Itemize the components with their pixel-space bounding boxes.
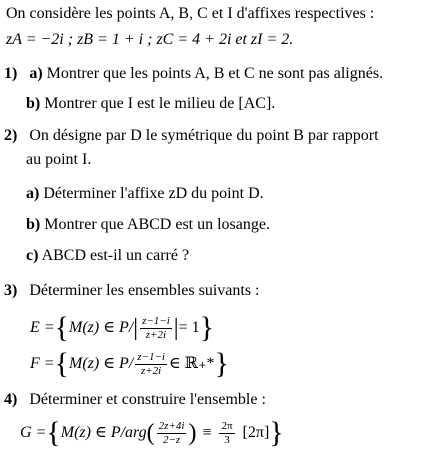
set-e-lhs: E = xyxy=(30,319,55,336)
set-f-lhs: F = xyxy=(30,355,55,372)
set-g-lhs: G = xyxy=(20,424,47,441)
q3-number: 3) xyxy=(4,282,18,299)
q1a-label: a) xyxy=(29,65,43,82)
q2-text-2: au point I. xyxy=(26,151,92,168)
set-g-brace-open: { xyxy=(46,416,61,449)
intro-affixes: zA = −2i ; zB = 1 + i ; zC = 4 + 2i et zI = 2. xyxy=(6,31,294,48)
set-g-fraction xyxy=(157,421,187,446)
set-e-brace-close: } xyxy=(199,311,215,344)
set-g-den: 2−z xyxy=(162,433,181,446)
set-f-rhs: ∈ ℝ₊* xyxy=(168,355,215,372)
intro-text: On considère les points A, B, C et I d'affixes respectives : xyxy=(6,5,375,22)
set-f-den: z+2i xyxy=(140,364,162,377)
set-g-paren-close: ) xyxy=(188,420,197,446)
q3-text: Déterminer les ensembles suivants : xyxy=(29,282,260,299)
q2-line-b xyxy=(26,217,270,233)
set-e-den: z+2i xyxy=(145,328,167,341)
set-f-start: M(z) ∈ P/ xyxy=(68,355,134,372)
q3-line xyxy=(4,283,260,299)
q1b-label: b) xyxy=(26,95,41,112)
q2-line-1 xyxy=(4,128,379,144)
set-f-fraction xyxy=(135,352,167,377)
set-g-paren-open: ( xyxy=(146,420,155,446)
q1a-text: Montrer que les points A, B et C ne sont pas alignés. xyxy=(46,65,384,82)
set-g-equiv: ≡ xyxy=(202,424,212,441)
q2b-label: b) xyxy=(26,216,41,233)
q2c-label: c) xyxy=(26,247,39,264)
set-e-num: z−1−i xyxy=(142,314,170,327)
q2a-text: Déterminer l'affixe zD du point D. xyxy=(43,185,264,202)
set-e-abs-close: | xyxy=(173,315,179,341)
q4-text: Déterminer et construire l'ensemble : xyxy=(29,391,266,408)
q2a-label: a) xyxy=(26,185,40,202)
set-g-rhs-num: 2π xyxy=(221,419,233,432)
set-f-num: z−1−i xyxy=(137,350,165,363)
set-e-fraction xyxy=(140,316,172,341)
set-f-brace-open: { xyxy=(54,347,69,380)
q2-number: 2) xyxy=(4,127,18,144)
set-g-num: 2z+4i xyxy=(158,419,185,432)
set-g-equation xyxy=(20,416,284,450)
set-g-rhs-fraction xyxy=(219,421,234,446)
q2b-text: Montrer que ABCD est un losange. xyxy=(44,216,270,233)
set-f-brace-close: } xyxy=(214,347,229,380)
q1-line-b xyxy=(26,96,275,112)
q4-line xyxy=(4,392,266,408)
q1b-text: Montrer que I est le milieu de [AC]. xyxy=(44,95,276,112)
set-g-brace-close: } xyxy=(269,416,284,449)
q1-line-a xyxy=(4,66,383,82)
q4-number: 4) xyxy=(4,391,18,408)
set-g-rhs-den: 3 xyxy=(224,433,230,446)
set-e-rhs: = 1 xyxy=(178,319,200,336)
q2-line-c xyxy=(26,248,189,264)
q2-line-a xyxy=(26,186,264,202)
q2c-text: ABCD est-il un carré ? xyxy=(41,247,190,264)
set-g-start: M(z) ∈ P/arg xyxy=(60,424,147,441)
set-e-start: M(z) ∈ P/ xyxy=(68,319,134,336)
set-e-equation xyxy=(30,310,214,346)
q2-text-1: On désigne par D le symétrique du point B par rapport xyxy=(29,127,379,144)
set-g-mod: [2π] xyxy=(242,424,270,441)
set-f-equation xyxy=(30,346,229,382)
set-e-abs-open: | xyxy=(133,315,139,341)
q1-number: 1) xyxy=(4,65,18,82)
set-e-brace-open: { xyxy=(54,311,69,344)
